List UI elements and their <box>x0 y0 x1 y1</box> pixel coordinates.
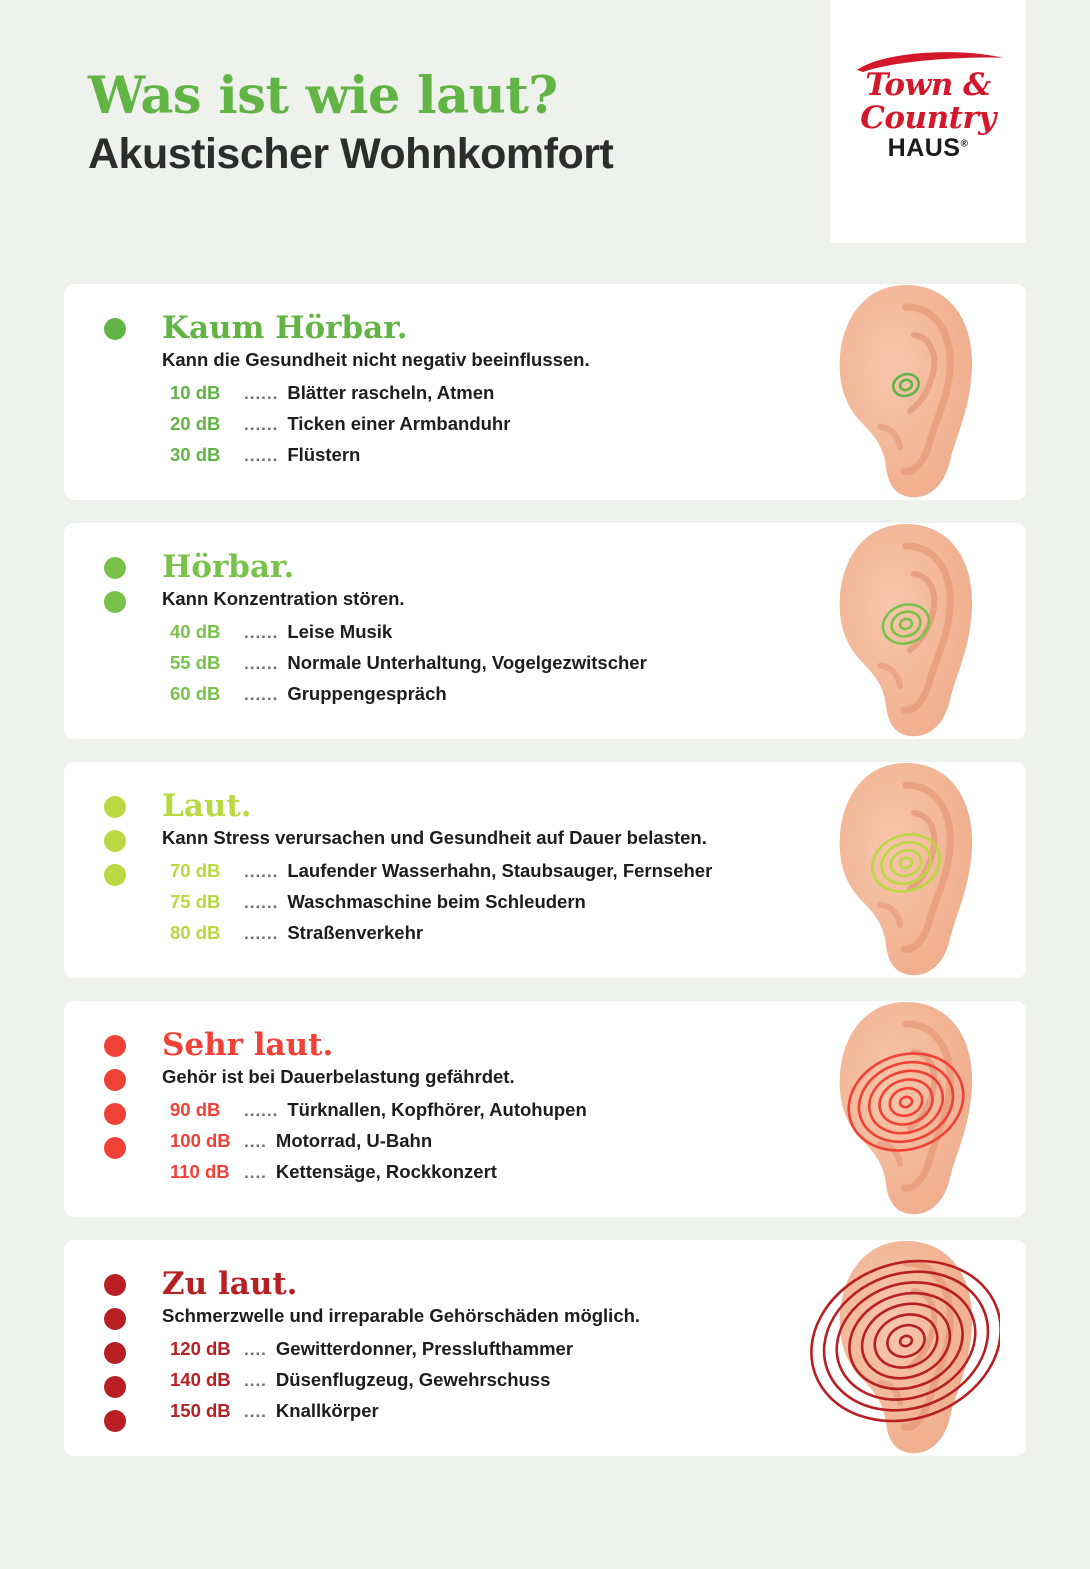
db-row <box>170 651 1026 676</box>
db-label: Gruppengespräch <box>287 683 447 705</box>
db-value: 70 dB <box>170 860 221 882</box>
db-value: 90 dB <box>170 1099 221 1121</box>
logo-line-haus <box>843 133 1013 162</box>
db-row <box>170 620 1026 645</box>
db-label: Laufender Wasserhahn, Staubsauger, Fernseher <box>287 860 713 882</box>
db-label: Normale Unterhaltung, Vogelgezwitscher <box>287 652 647 674</box>
bullet-dot <box>104 1342 126 1364</box>
db-value: 30 dB <box>170 444 221 466</box>
db-dots: ...... <box>244 654 279 674</box>
logo-registered-mark: ® <box>960 138 969 150</box>
bullet-group <box>104 318 126 352</box>
db-row <box>170 443 1026 468</box>
db-value: 60 dB <box>170 683 221 705</box>
bullet-dot <box>104 1137 126 1159</box>
db-dots: ...... <box>244 862 279 882</box>
db-label: Leise Musik <box>287 621 393 643</box>
db-dots: .... <box>244 1402 267 1422</box>
db-value: 20 dB <box>170 413 221 435</box>
title-block <box>88 66 614 178</box>
db-row <box>170 381 1026 406</box>
db-row <box>170 1098 1026 1123</box>
db-dots: ...... <box>244 924 279 944</box>
db-row-list <box>170 381 1026 468</box>
page-subtitle: Akustischer Wohnkomfort <box>88 129 614 178</box>
db-value: 40 dB <box>170 621 221 643</box>
bullet-dot <box>104 1103 126 1125</box>
bullet-group <box>104 557 126 625</box>
db-row <box>170 921 1026 946</box>
logo-line-town: Town & <box>865 66 991 103</box>
card-title: Sehr laut. <box>162 1027 334 1063</box>
db-dots: .... <box>244 1371 267 1391</box>
noise-level-list <box>64 284 1026 1479</box>
bullet-dot <box>104 1274 126 1296</box>
db-label: Türknallen, Kopfhörer, Autohupen <box>287 1099 587 1121</box>
bullet-dot <box>104 1069 126 1091</box>
db-row <box>170 1368 1026 1393</box>
db-value: 110 dB <box>170 1161 230 1183</box>
db-label: Waschmaschine beim Schleudern <box>287 891 586 913</box>
db-value: 80 dB <box>170 922 221 944</box>
db-dots: ...... <box>244 415 279 435</box>
noise-level-card <box>64 1001 1026 1217</box>
card-body <box>64 762 1026 978</box>
card-title: Hörbar. <box>162 549 295 585</box>
noise-level-card <box>64 284 1026 500</box>
db-label: Motorrad, U-Bahn <box>275 1130 433 1152</box>
card-description: Gehör ist bei Dauerbelastung gefährdet. <box>162 1066 515 1088</box>
brand-logo <box>830 0 1026 243</box>
card-body <box>64 523 1026 739</box>
db-row <box>170 682 1026 707</box>
db-label: Ticken einer Armbanduhr <box>287 413 511 435</box>
db-row <box>170 890 1026 915</box>
db-row-list <box>170 620 1026 707</box>
db-row <box>170 1399 1026 1424</box>
card-description: Kann die Gesundheit nicht negativ beeinflussen. <box>162 349 590 371</box>
bullet-dot <box>104 318 126 340</box>
bullet-group <box>104 1274 126 1444</box>
bullet-dot <box>104 1035 126 1057</box>
noise-level-card <box>64 1240 1026 1456</box>
card-body <box>64 1240 1026 1456</box>
db-row <box>170 1129 1026 1154</box>
db-value: 120 dB <box>170 1338 231 1360</box>
db-dots: .... <box>244 1340 267 1360</box>
noise-level-card <box>64 523 1026 739</box>
db-dots: ...... <box>244 623 279 643</box>
db-label: Straßenverkehr <box>287 922 424 944</box>
db-label: Düsenflugzeug, Gewehrschuss <box>275 1369 551 1391</box>
db-dots: .... <box>244 1163 267 1183</box>
db-label: Gewitterdonner, Presslufthammer <box>275 1338 574 1360</box>
card-title: Zu laut. <box>162 1266 298 1302</box>
db-label: Flüstern <box>287 444 361 466</box>
db-dots: ...... <box>244 893 279 913</box>
card-description: Schmerzwelle und irreparable Gehörschäden möglich. <box>162 1305 641 1327</box>
db-row <box>170 859 1026 884</box>
db-value: 75 dB <box>170 891 221 913</box>
bullet-dot <box>104 591 126 613</box>
bullet-dot <box>104 1376 126 1398</box>
db-row <box>170 412 1026 437</box>
card-description: Kann Konzentration stören. <box>162 588 405 610</box>
logo-line-country: Country <box>860 99 996 136</box>
db-dots: ...... <box>244 384 279 404</box>
db-dots: ...... <box>244 446 279 466</box>
bullet-group <box>104 796 126 898</box>
logo-haus-text: HAUS <box>887 133 961 162</box>
logo-swoosh-icon <box>855 48 1005 74</box>
bullet-dot <box>104 557 126 579</box>
db-row <box>170 1337 1026 1362</box>
card-description: Kann Stress verursachen und Gesundheit auf Dauer belasten. <box>162 827 707 849</box>
card-title: Kaum Hörbar. <box>162 310 408 346</box>
card-body <box>64 284 1026 500</box>
db-dots: ...... <box>244 1101 279 1121</box>
db-dots: .... <box>244 1132 267 1152</box>
bullet-dot <box>104 830 126 852</box>
noise-level-card <box>64 762 1026 978</box>
page-title: Was ist wie laut? <box>88 66 558 126</box>
page-header <box>0 0 1090 245</box>
db-row-list <box>170 1098 1026 1185</box>
card-body <box>64 1001 1026 1217</box>
db-value: 150 dB <box>170 1400 231 1422</box>
db-row <box>170 1160 1026 1185</box>
bullet-group <box>104 1035 126 1171</box>
db-label: Knallkörper <box>275 1400 379 1422</box>
db-value: 140 dB <box>170 1369 231 1391</box>
db-value: 10 dB <box>170 382 221 404</box>
bullet-dot <box>104 864 126 886</box>
bullet-dot <box>104 1308 126 1330</box>
db-dots: ...... <box>244 685 279 705</box>
db-label: Kettensäge, Rockkonzert <box>275 1161 497 1183</box>
db-value: 55 dB <box>170 652 221 674</box>
db-label: Blätter rascheln, Atmen <box>287 382 495 404</box>
db-row-list <box>170 1337 1026 1424</box>
db-row-list <box>170 859 1026 946</box>
bullet-dot <box>104 1410 126 1432</box>
bullet-dot <box>104 796 126 818</box>
card-title: Laut. <box>162 788 252 824</box>
db-value: 100 dB <box>170 1130 231 1152</box>
